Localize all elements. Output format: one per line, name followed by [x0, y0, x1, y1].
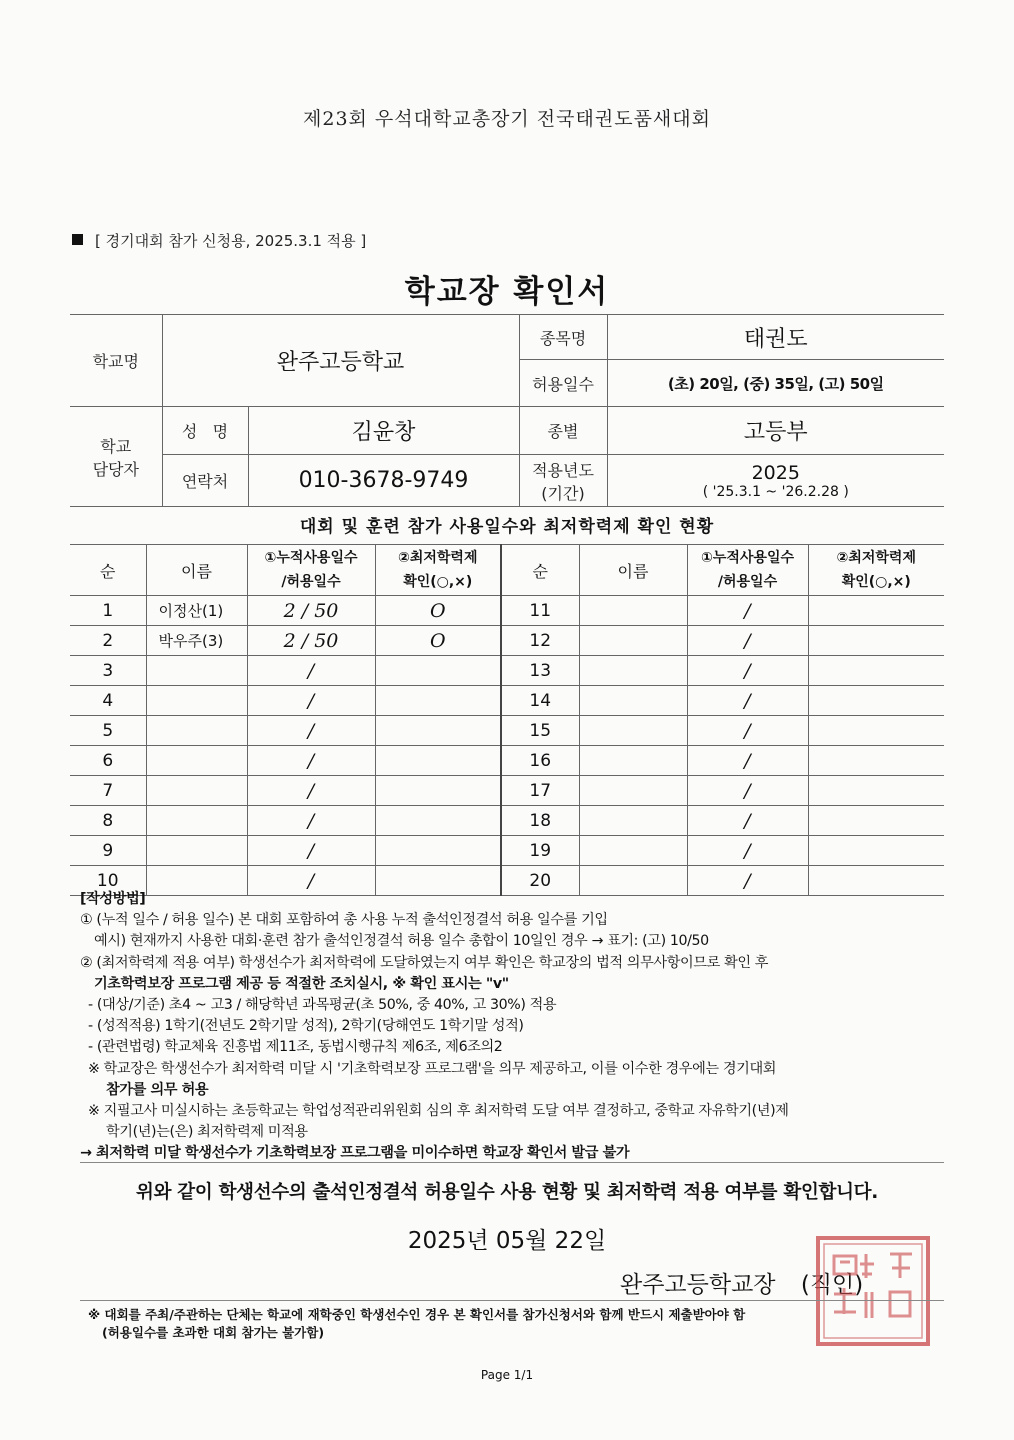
method-line-5: - (대상/기준) 초4 ~ 고3 / 해당학년 과목평균(초 50%, 중 40%, 고 30%) 적용	[88, 997, 557, 1014]
row-no: 5	[70, 716, 146, 746]
row-name	[579, 656, 687, 686]
row-check	[375, 776, 501, 806]
col-days-header-right-2: /허용일수	[717, 574, 778, 590]
contact-value: 010-3678-9749	[248, 455, 519, 507]
col-name-header: 이름	[146, 545, 247, 596]
page-number: Page 1/1	[480, 1368, 534, 1382]
row-name	[146, 776, 247, 806]
issue-date: 2025년 05월 22일	[407, 1228, 607, 1254]
row-check	[808, 806, 944, 836]
row-check	[375, 806, 501, 836]
table-row	[70, 686, 944, 716]
row-check	[808, 596, 944, 626]
principal-text: 완주고등학교장	[620, 1272, 776, 1298]
table-row	[70, 656, 944, 686]
row-check	[375, 716, 501, 746]
school-name-value: 완주고등학교	[162, 315, 519, 407]
row-check	[808, 716, 944, 746]
table-row	[70, 836, 944, 866]
row-no: 14	[501, 686, 579, 716]
table-row	[70, 626, 944, 656]
method-line-6: - (성적적용) 1학기(전년도 2학기말 성적), 2학기(당해연도 1학기말 성적)	[88, 1018, 524, 1035]
apply-year-label-2: (기간)	[541, 483, 585, 503]
row-check	[808, 776, 944, 806]
col-no-header: 순	[70, 545, 146, 596]
row-days: /	[687, 656, 808, 686]
row-days: /	[247, 806, 375, 836]
row-days: /	[247, 686, 375, 716]
table-row	[70, 716, 944, 746]
row-no: 6	[70, 746, 146, 776]
col-acad-header-1: ②최저학력제	[398, 550, 478, 566]
row-no: 16	[501, 746, 579, 776]
allowed-days-label: 허용일수	[519, 360, 607, 407]
method-line-12: → 최저학력 미달 학생선수가 기초학력보장 프로그램을 미이수하면 학교장 확인서 발급 불가	[80, 1145, 630, 1162]
footnote	[88, 1306, 938, 1342]
apply-year: 2025	[751, 461, 800, 484]
row-days: /	[687, 776, 808, 806]
row-days: /	[247, 656, 375, 686]
row-check	[375, 836, 501, 866]
method-line-9: 참가를 의무 허용	[106, 1081, 209, 1098]
col-acad-header-2: 확인(○,×)	[403, 574, 473, 590]
row-check	[375, 686, 501, 716]
row-no: 13	[501, 656, 579, 686]
name-label: 성 명	[162, 407, 248, 455]
row-days: /	[247, 776, 375, 806]
method-heading: [작성방법]	[80, 891, 146, 907]
row-no: 4	[70, 686, 146, 716]
row-no: 15	[501, 716, 579, 746]
manager-label-line-2: 담당자	[92, 459, 139, 479]
apply-year-label-1: 적용년도	[532, 460, 594, 480]
col-name-header-right: 이름	[579, 545, 687, 596]
school-name-label: 학교명	[70, 315, 162, 407]
event-label: 종목명	[519, 315, 607, 360]
row-check: O	[375, 596, 501, 626]
row-days: /	[687, 596, 808, 626]
row-no: 10	[70, 866, 146, 896]
row-days: 2 / 50	[247, 626, 375, 656]
table-row	[70, 806, 944, 836]
row-name	[579, 596, 687, 626]
row-name	[579, 746, 687, 776]
row-no: 19	[501, 836, 579, 866]
col-days-header-right	[687, 545, 808, 596]
contact-label: 연락처	[162, 455, 248, 507]
row-name	[146, 686, 247, 716]
row-check	[808, 836, 944, 866]
row-name	[146, 806, 247, 836]
row-no: 18	[501, 806, 579, 836]
row-no: 17	[501, 776, 579, 806]
manager-label	[70, 407, 162, 507]
apply-year-value	[607, 455, 944, 507]
footnote-line-1: ※ 대회를 주최/주관하는 단체는 학교에 재학중인 학생선수인 경우 본 확인서를 참가신청서와 함께 반드시 제출받아야 함	[88, 1307, 746, 1322]
usage-note-text: [ 경기대회 참가 신청용, 2025.3.1 적용 ]	[95, 232, 367, 250]
method-line-8: ※ 학교장은 학생선수가 최저학력 미달 시 '기초학력보장 프로그램'을 의무 제공하고, 이를 이수한 경우에는 경기대회	[88, 1060, 777, 1077]
col-no-header-right: 순	[501, 545, 579, 596]
row-days: /	[247, 836, 375, 866]
row-days: /	[687, 746, 808, 776]
status-header-row	[70, 545, 944, 596]
row-check	[808, 686, 944, 716]
writing-method	[80, 889, 950, 1165]
row-days: /	[687, 716, 808, 746]
row-name	[579, 776, 687, 806]
row-name	[579, 836, 687, 866]
method-line-2: 예시) 현재까지 사용한 대회·훈련 참가 출석인정결석 허용 일수 총합이 10일인 경우 → 표기: (고) 10/50	[94, 933, 709, 950]
method-line-3: ② (최저학력제 적용 여부) 학생선수가 최저학력에 도달하였는지 여부 확인은 학교장의 법적 의무사항이므로 확인 후	[80, 954, 769, 971]
row-days: /	[687, 686, 808, 716]
method-line-10: ※ 지필고사 미실시하는 초등학교는 학업성적관리위원회 심의 후 최저학력 도달 여부 결정하고, 중학교 자유학기(년)제	[88, 1103, 789, 1120]
row-name	[146, 746, 247, 776]
row-name: 이정산(1)	[146, 596, 247, 626]
table-row	[70, 596, 944, 626]
row-no: 9	[70, 836, 146, 866]
method-line-7: - (관련법령) 학교체육 진흥법 제11조, 동법시행규칙 제6조, 제6조의2	[88, 1039, 503, 1056]
status-table	[70, 544, 944, 896]
method-line-11: 학기(년)는(은) 최저학력제 미적용	[106, 1124, 308, 1141]
row-name	[146, 716, 247, 746]
divider	[80, 1162, 944, 1163]
document-title: 학교장 확인서	[404, 274, 610, 310]
row-check: O	[375, 626, 501, 656]
method-line-1: ① (누적 일수 / 허용 일수) 본 대회 포함하여 총 사용 누적 출석인정결석 허용 일수를 기입	[80, 912, 608, 929]
row-no: 11	[501, 596, 579, 626]
contest-name: 제23회 우석대학교총장기 전국태권도품새대회	[303, 108, 711, 130]
row-no: 3	[70, 656, 146, 686]
usage-note	[72, 230, 366, 251]
row-days: /	[247, 866, 375, 896]
footnote-line-2: (허용일수를 초과한 대회 참가는 불가함)	[102, 1325, 325, 1340]
row-days: /	[687, 836, 808, 866]
manager-label-line-1: 학교	[100, 436, 132, 456]
col-days-header-2: /허용일수	[281, 574, 341, 590]
row-days: 2 / 50	[247, 596, 375, 626]
row-name	[579, 716, 687, 746]
division-value: 고등부	[607, 407, 944, 455]
footer-divider	[80, 1300, 944, 1301]
row-check	[808, 626, 944, 656]
bullet-square-icon	[72, 234, 83, 245]
allowed-days-value: (초) 20일, (중) 35일, (고) 50일	[607, 360, 944, 407]
row-name	[579, 686, 687, 716]
row-no: 8	[70, 806, 146, 836]
row-name	[579, 626, 687, 656]
row-check	[808, 746, 944, 776]
method-line-4: 기초학력보장 프로그램 제공 등 적절한 조치실시, ※ 확인 표시는 "v"	[94, 975, 509, 992]
row-days: /	[687, 806, 808, 836]
col-days-header-1: ①누적사용일수	[264, 550, 358, 566]
row-days: /	[247, 716, 375, 746]
row-no: 12	[501, 626, 579, 656]
apply-year-label	[519, 455, 607, 507]
row-check	[375, 656, 501, 686]
status-title: 대회 및 훈련 참가 사용일수와 최저학력제 확인 현황	[299, 517, 715, 537]
row-name: 박우주(3)	[146, 626, 247, 656]
event-value: 태권도	[607, 315, 944, 360]
col-acad-header-right	[808, 545, 944, 596]
confirmation-text: 위와 같이 학생선수의 출석인정결석 허용일수 사용 현황 및 최저학력 적용 여부를 확인합니다.	[136, 1182, 878, 1203]
row-name	[579, 806, 687, 836]
division-label: 종별	[519, 407, 607, 455]
row-name	[146, 836, 247, 866]
col-acad-header-right-1: ②최저학력제	[836, 550, 916, 566]
row-no: 2	[70, 626, 146, 656]
row-days: /	[687, 866, 808, 896]
col-acad-header-right-2: 확인(○,×)	[841, 574, 911, 590]
apply-period: ( '25.3.1 ~ '26.2.28 )	[702, 483, 849, 500]
col-acad-header	[375, 545, 501, 596]
row-check	[808, 656, 944, 686]
table-row	[70, 746, 944, 776]
row-days: /	[687, 626, 808, 656]
col-days-header	[247, 545, 375, 596]
row-days: /	[247, 746, 375, 776]
row-no: 1	[70, 596, 146, 626]
col-days-header-right-1: ①누적사용일수	[701, 550, 794, 566]
row-no: 7	[70, 776, 146, 806]
table-row	[70, 776, 944, 806]
seal-label: (직인)	[800, 1272, 864, 1298]
row-check	[375, 746, 501, 776]
row-name	[146, 656, 247, 686]
manager-name-value: 김윤창	[248, 407, 519, 455]
school-info-table	[70, 314, 944, 507]
row-no: 20	[501, 866, 579, 896]
